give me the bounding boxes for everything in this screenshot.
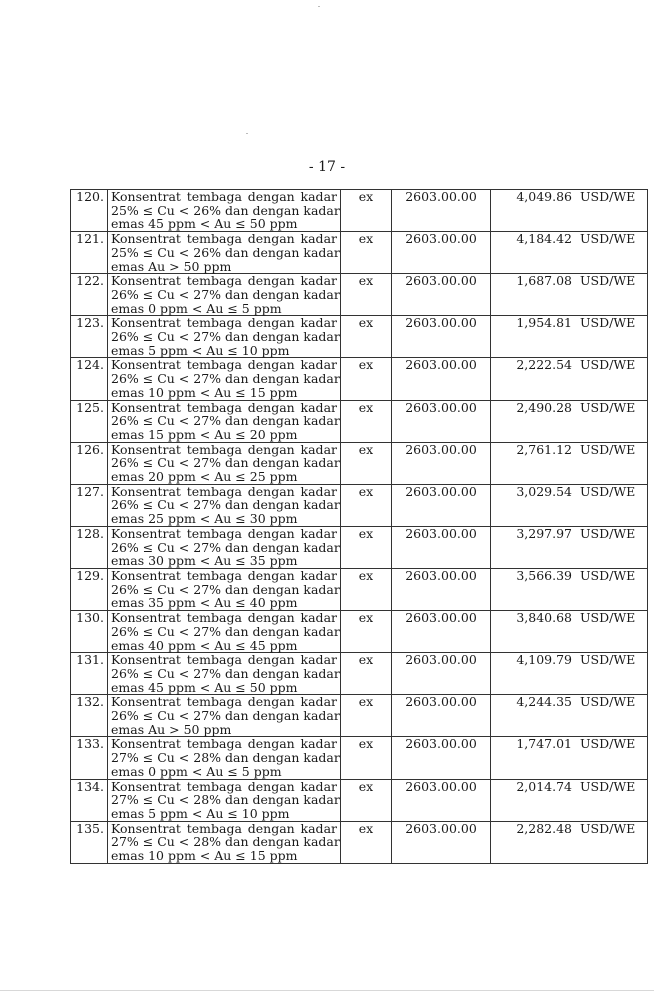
price-unit: USD/WE: [580, 441, 636, 457]
scan-speck: [246, 133, 248, 134]
hs-code: 2603.00.00: [392, 274, 491, 316]
description-line: Konsentrat tembaga dengan kadar: [111, 778, 337, 794]
description-line: Konsentrat tembaga dengan kadar: [111, 610, 337, 626]
product-description: [108, 653, 341, 695]
description-line: emas 35 ppm < Au ≤ 40 ppm: [111, 595, 298, 611]
row-number: 123.: [71, 316, 108, 358]
description-line: Konsentrat tembaga dengan kadar: [111, 231, 337, 247]
product-description: [108, 526, 341, 568]
ex-marker: ex: [341, 568, 392, 610]
reference-price-cell: [491, 611, 648, 653]
ex-marker: ex: [341, 400, 392, 442]
description-line: 26% ≤ Cu < 27% dan dengan kadar: [111, 708, 340, 724]
product-description: [108, 400, 341, 442]
ex-marker: ex: [341, 274, 392, 316]
description-line: 26% ≤ Cu < 27% dan dengan kadar: [111, 286, 340, 302]
product-description: [108, 737, 341, 779]
price-unit: USD/WE: [580, 778, 636, 794]
description-line: 25% ≤ Cu < 26% dan dengan kadar: [111, 202, 340, 218]
table-row: [71, 400, 648, 442]
reference-price-cell: [491, 232, 648, 274]
table-row: [71, 442, 648, 484]
description-line: 26% ≤ Cu < 27% dan dengan kadar: [111, 413, 340, 429]
description-line: emas 30 ppm < Au ≤ 35 ppm: [111, 553, 298, 569]
ex-marker: ex: [341, 190, 392, 232]
table-row: [71, 695, 648, 737]
reference-price-cell: [491, 316, 648, 358]
page-bottom-rule: [0, 990, 654, 991]
description-line: emas 20 ppm < Au ≤ 25 ppm: [111, 469, 298, 485]
description-line: emas 0 ppm < Au ≤ 5 ppm: [111, 300, 282, 316]
description-line: Konsentrat tembaga dengan kadar: [111, 652, 337, 668]
product-description: [108, 358, 341, 400]
price-unit: USD/WE: [580, 315, 636, 331]
product-description: [108, 568, 341, 610]
hs-code: 2603.00.00: [392, 821, 491, 863]
description-line: 26% ≤ Cu < 27% dan dengan kadar: [111, 329, 340, 345]
price-unit: USD/WE: [580, 483, 636, 499]
reference-price-cell: [491, 695, 648, 737]
reference-price-cell: [491, 779, 648, 821]
ex-marker: ex: [341, 737, 392, 779]
scan-speck: [318, 6, 320, 7]
table-row: [71, 316, 648, 358]
description-line: Konsentrat tembaga dengan kadar: [111, 525, 337, 541]
reference-price-value: 3,029.54: [516, 483, 572, 499]
reference-price-value: 4,049.86: [516, 189, 572, 204]
reference-price-cell: [491, 737, 648, 779]
description-line: Konsentrat tembaga dengan kadar: [111, 567, 337, 583]
description-line: Konsentrat tembaga dengan kadar: [111, 694, 337, 710]
price-unit: USD/WE: [580, 610, 636, 626]
row-number: 128.: [71, 526, 108, 568]
description-line: Konsentrat tembaga dengan kadar: [111, 273, 337, 289]
table-row: [71, 821, 648, 863]
description-line: emas 0 ppm < Au ≤ 5 ppm: [111, 763, 282, 779]
reference-price-cell: [491, 821, 648, 863]
row-number: 124.: [71, 358, 108, 400]
description-line: 26% ≤ Cu < 27% dan dengan kadar: [111, 581, 340, 597]
description-line: 26% ≤ Cu < 27% dan dengan kadar: [111, 455, 340, 471]
table-row: [71, 190, 648, 232]
ex-marker: ex: [341, 653, 392, 695]
reference-price-cell: [491, 568, 648, 610]
reference-price-cell: [491, 442, 648, 484]
hs-code: 2603.00.00: [392, 526, 491, 568]
table-row: [71, 274, 648, 316]
hs-code: 2603.00.00: [392, 442, 491, 484]
description-line: emas 5 ppm < Au ≤ 10 ppm: [111, 805, 290, 821]
description-line: Konsentrat tembaga dengan kadar: [111, 315, 337, 331]
description-line: emas 15 ppm < Au ≤ 20 ppm: [111, 426, 298, 442]
table-row: [71, 232, 648, 274]
row-number: 120.: [71, 190, 108, 232]
hs-code: 2603.00.00: [392, 484, 491, 526]
ex-marker: ex: [341, 821, 392, 863]
ex-marker: ex: [341, 695, 392, 737]
hs-code: 2603.00.00: [392, 568, 491, 610]
description-line: emas 10 ppm < Au ≤ 15 ppm: [111, 384, 298, 400]
price-unit: USD/WE: [580, 399, 636, 415]
product-description: [108, 611, 341, 653]
description-line: Konsentrat tembaga dengan kadar: [111, 441, 337, 457]
description-line: 26% ≤ Cu < 27% dan dengan kadar: [111, 497, 340, 513]
row-number: 129.: [71, 568, 108, 610]
hs-code: 2603.00.00: [392, 316, 491, 358]
row-number: 125.: [71, 400, 108, 442]
page-number: - 17 -: [308, 159, 346, 175]
product-description: [108, 821, 341, 863]
row-number: 132.: [71, 695, 108, 737]
reference-price-value: 2,014.74: [516, 778, 572, 794]
product-description: [108, 274, 341, 316]
reference-price-value: 2,222.54: [516, 357, 572, 373]
description-line: 27% ≤ Cu < 28% dan dengan kadar: [111, 834, 340, 850]
description-line: Konsentrat tembaga dengan kadar: [111, 483, 337, 499]
description-line: 27% ≤ Cu < 28% dan dengan kadar: [111, 750, 340, 766]
reference-price-cell: [491, 400, 648, 442]
table-row: [71, 737, 648, 779]
hs-code: 2603.00.00: [392, 400, 491, 442]
description-line: 26% ≤ Cu < 27% dan dengan kadar: [111, 371, 340, 387]
description-line: emas 25 ppm < Au ≤ 30 ppm: [111, 511, 298, 527]
reference-price-cell: [491, 358, 648, 400]
product-description: [108, 695, 341, 737]
table-row: [71, 568, 648, 610]
ex-marker: ex: [341, 442, 392, 484]
row-number: 130.: [71, 611, 108, 653]
description-line: Konsentrat tembaga dengan kadar: [111, 399, 337, 415]
hs-code: 2603.00.00: [392, 611, 491, 653]
table-row: [71, 611, 648, 653]
product-description: [108, 484, 341, 526]
row-number: 121.: [71, 232, 108, 274]
hs-code: 2603.00.00: [392, 232, 491, 274]
row-number: 122.: [71, 274, 108, 316]
description-line: 27% ≤ Cu < 28% dan dengan kadar: [111, 792, 340, 808]
table-row: [71, 484, 648, 526]
price-unit: USD/WE: [580, 189, 636, 204]
hs-code: 2603.00.00: [392, 737, 491, 779]
price-unit: USD/WE: [580, 525, 636, 541]
description-line: Konsentrat tembaga dengan kadar: [111, 357, 337, 373]
row-number: 127.: [71, 484, 108, 526]
hs-code: 2603.00.00: [392, 779, 491, 821]
ex-marker: ex: [341, 316, 392, 358]
ex-marker: ex: [341, 611, 392, 653]
row-number: 131.: [71, 653, 108, 695]
table-row: [71, 653, 648, 695]
description-line: emas 40 ppm < Au ≤ 45 ppm: [111, 637, 298, 653]
product-description: [108, 442, 341, 484]
ex-marker: ex: [341, 232, 392, 274]
reference-price-value: 1,687.08: [516, 273, 572, 289]
description-line: Konsentrat tembaga dengan kadar: [111, 820, 337, 836]
description-line: emas Au > 50 ppm: [111, 721, 232, 737]
reference-price-value: 3,297.97: [516, 525, 572, 541]
reference-price-value: 4,244.35: [516, 694, 572, 710]
ex-marker: ex: [341, 484, 392, 526]
table-row: [71, 526, 648, 568]
price-unit: USD/WE: [580, 820, 636, 836]
description-line: emas Au > 50 ppm: [111, 258, 232, 274]
row-number: 133.: [71, 737, 108, 779]
row-number: 126.: [71, 442, 108, 484]
row-number: 134.: [71, 779, 108, 821]
reference-price-value: 2,282.48: [516, 820, 572, 836]
table-row: [71, 358, 648, 400]
description-line: 26% ≤ Cu < 27% dan dengan kadar: [111, 623, 340, 639]
product-description: [108, 316, 341, 358]
description-line: 26% ≤ Cu < 27% dan dengan kadar: [111, 539, 340, 555]
reference-price-value: 3,840.68: [516, 610, 572, 626]
hs-code: 2603.00.00: [392, 358, 491, 400]
reference-price-value: 2,490.28: [516, 399, 572, 415]
reference-price-cell: [491, 274, 648, 316]
price-unit: USD/WE: [580, 231, 636, 247]
description-line: emas 10 ppm < Au ≤ 15 ppm: [111, 848, 298, 864]
price-unit: USD/WE: [580, 652, 636, 668]
ex-marker: ex: [341, 526, 392, 568]
description-line: 26% ≤ Cu < 27% dan dengan kadar: [111, 665, 340, 681]
reference-price-value: 1,747.01: [516, 736, 572, 752]
reference-price-cell: [491, 484, 648, 526]
description-line: emas 5 ppm < Au ≤ 10 ppm: [111, 342, 290, 358]
product-description: [108, 232, 341, 274]
ex-marker: ex: [341, 779, 392, 821]
reference-price-value: 3,566.39: [516, 567, 572, 583]
price-unit: USD/WE: [580, 567, 636, 583]
hs-code: 2603.00.00: [392, 653, 491, 695]
reference-price-value: 4,109.79: [516, 652, 572, 668]
product-description: [108, 779, 341, 821]
tariff-table: [70, 189, 648, 864]
reference-price-cell: [491, 526, 648, 568]
price-unit: USD/WE: [580, 736, 636, 752]
hs-code: 2603.00.00: [392, 190, 491, 232]
price-unit: USD/WE: [580, 273, 636, 289]
ex-marker: ex: [341, 358, 392, 400]
price-unit: USD/WE: [580, 694, 636, 710]
product-description: [108, 190, 341, 232]
row-number: 135.: [71, 821, 108, 863]
reference-price-value: 2,761.12: [516, 441, 572, 457]
description-line: Konsentrat tembaga dengan kadar: [111, 189, 337, 204]
price-unit: USD/WE: [580, 357, 636, 373]
description-line: emas 45 ppm < Au ≤ 50 ppm: [111, 679, 298, 695]
description-line: 25% ≤ Cu < 26% dan dengan kadar: [111, 244, 340, 260]
tariff-table-body: [71, 190, 648, 864]
hs-code: 2603.00.00: [392, 695, 491, 737]
description-line: emas 45 ppm < Au ≤ 50 ppm: [111, 216, 298, 232]
reference-price-value: 1,954.81: [516, 315, 572, 331]
reference-price-cell: [491, 190, 648, 232]
table-row: [71, 779, 648, 821]
description-line: Konsentrat tembaga dengan kadar: [111, 736, 337, 752]
reference-price-value: 4,184.42: [516, 231, 572, 247]
reference-price-cell: [491, 653, 648, 695]
